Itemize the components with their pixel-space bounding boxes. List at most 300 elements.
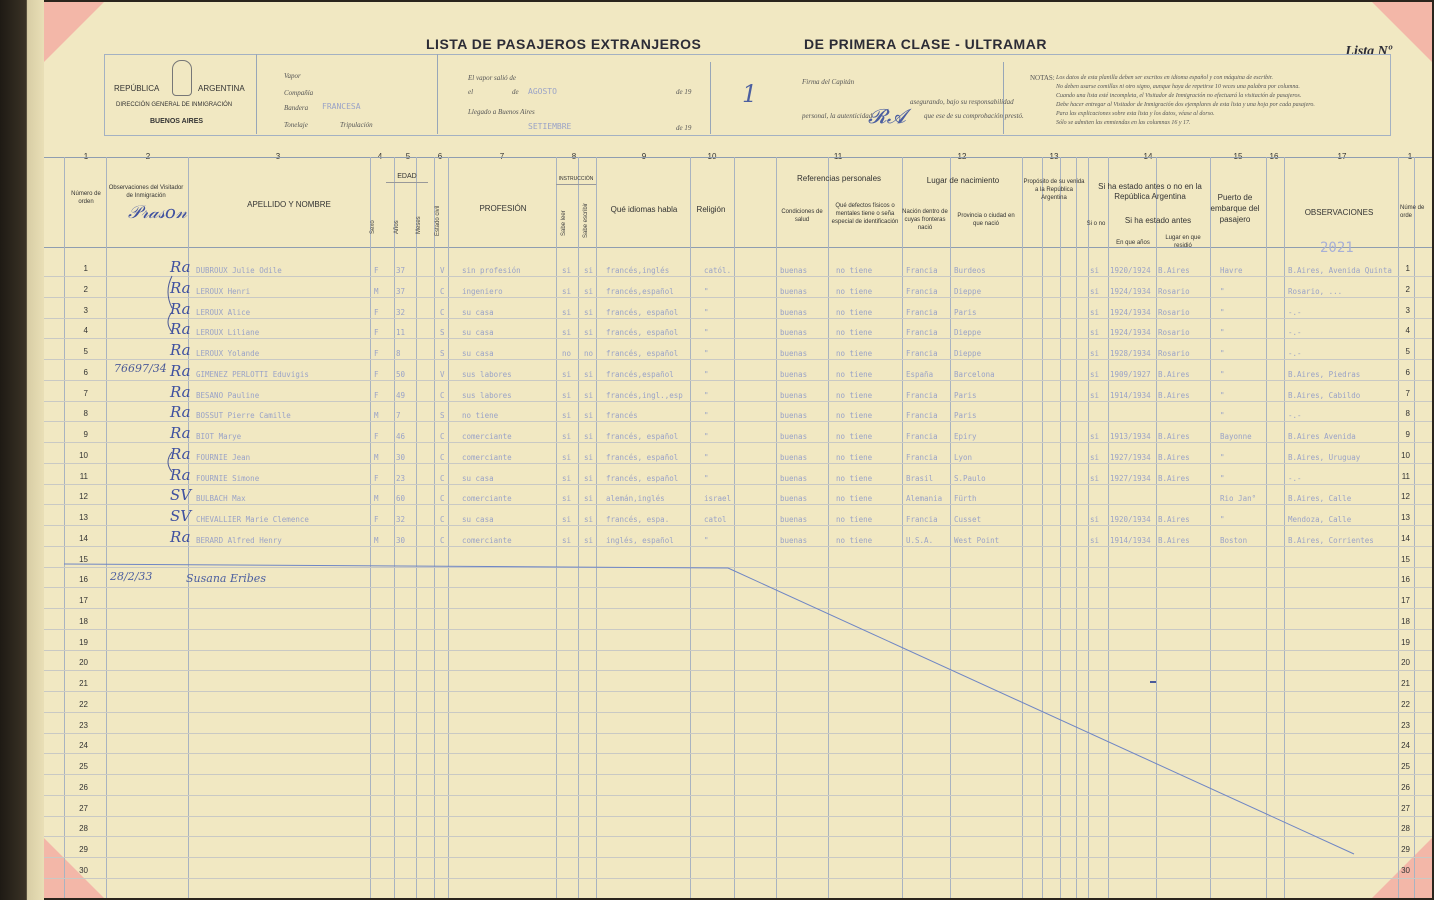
visitador-mark: Ra (170, 383, 191, 401)
passenger-health: buenas (780, 474, 808, 483)
passenger-sex: F (374, 328, 379, 337)
passenger-age: 49 (396, 391, 406, 400)
passenger-observations: Rosario, ... (1288, 287, 1343, 296)
passenger-religion: " (704, 349, 709, 358)
passenger-sex: F (374, 266, 379, 275)
passenger-profession: comerciante (462, 453, 512, 462)
passenger-profession: comerciante (462, 536, 512, 545)
passenger-languages: francés,español (606, 370, 674, 379)
passenger-residence: B.Aires (1158, 515, 1190, 524)
passenger-religion: " (704, 453, 709, 462)
passenger-reads: no (562, 349, 572, 358)
passenger-name: BIOT Marye (196, 432, 242, 441)
passenger-defects: no tiene (836, 453, 873, 462)
passenger-sex: F (374, 391, 379, 400)
passenger-profession: comerciante (462, 494, 512, 503)
passenger-age: 7 (396, 411, 401, 420)
header-apellido: APELLIDO Y NOMBRE (247, 200, 331, 209)
passenger-nation: España (906, 370, 934, 379)
passenger-sex: F (374, 432, 379, 441)
passenger-city: West Point (954, 536, 1000, 545)
header-sabe-leer: Sabe leer (561, 210, 567, 236)
passenger-reads: si (562, 328, 572, 337)
handwritten-signature: Susana Eribes (186, 572, 266, 585)
passenger-age: 32 (396, 515, 406, 524)
llegado-label: Llegado a Buenos Aires (468, 108, 535, 116)
passenger-age: 11 (396, 328, 406, 337)
header-idiomas: Qué idiomas habla (610, 205, 678, 214)
passenger-languages: francés, español (606, 349, 679, 358)
passenger-profession: su casa (462, 308, 494, 317)
header-profesion: PROFESIÓN (479, 204, 527, 213)
row-number-right: 23 (1401, 721, 1410, 730)
note-item: No deben usarse comillas ni otro signo, aunque haya de repetirse 10 veces una palabra por columna. (1056, 84, 1300, 90)
header-defectos: Qué defectos físicos o mentales tiene o seña especial de identificación (831, 203, 899, 225)
passenger-religion: " (704, 328, 709, 337)
row-number: 28 (79, 824, 88, 833)
passenger-health: buenas (780, 349, 808, 358)
row-number-right: 22 (1401, 700, 1410, 709)
passenger-writes: si (584, 370, 594, 379)
passenger-sex: F (374, 515, 379, 524)
passenger-reads: si (562, 515, 572, 524)
passenger-residence: B.Aires (1158, 453, 1190, 462)
passenger-religion: " (704, 308, 709, 317)
passenger-writes: si (584, 328, 594, 337)
bandera-value: FRANCESA (322, 102, 361, 111)
passenger-name: CHEVALLIER Marie Clemence (196, 515, 309, 524)
passenger-health: buenas (780, 515, 808, 524)
row-number-right: 16 (1401, 575, 1410, 584)
captain-line2: personal, la autenticidad (802, 112, 873, 120)
passenger-port: " (1220, 328, 1225, 337)
note-item: Los datos de esta planilla deben ser escritos en idioma español y con máquina de escribir. (1056, 75, 1273, 81)
passenger-profession: su casa (462, 349, 494, 358)
row-number: 16 (79, 575, 88, 584)
visitador-signature-icon: 𝒫𝓇𝒶𝓈𝑜𝓃 (128, 202, 187, 223)
passenger-years: 1920/1934 (1110, 515, 1151, 524)
passenger-religion: " (704, 474, 709, 483)
passenger-reads: si (562, 266, 572, 275)
passenger-writes: si (584, 287, 594, 296)
passenger-sex: M (374, 453, 379, 462)
el-label: el (468, 88, 474, 96)
passenger-observations: B.Aires, Cabildo (1288, 391, 1361, 400)
header-puerto: Puerto de embarque del pasajero (1210, 193, 1260, 224)
note-item: Para las explicaciones sobre esta lista y los datos, véase al dorso. (1056, 111, 1215, 117)
passenger-nation: Francia (906, 308, 938, 317)
passenger-defects: no tiene (836, 328, 873, 337)
visitador-mark: SV (170, 486, 192, 504)
row-number-right: 27 (1401, 804, 1410, 813)
passenger-previous: si (1090, 515, 1100, 524)
passenger-health: buenas (780, 308, 808, 317)
passenger-nation: Francia (906, 453, 938, 462)
visitador-mark: Ra (170, 466, 191, 484)
visitador-mark: Ra (170, 528, 191, 546)
passenger-reads: si (562, 287, 572, 296)
passenger-profession: no tiene (462, 411, 499, 420)
passenger-health: buenas (780, 370, 808, 379)
passenger-port: " (1220, 411, 1225, 420)
passenger-previous: si (1090, 391, 1100, 400)
passenger-defects: no tiene (836, 494, 873, 503)
passenger-years: 1924/1934 (1110, 287, 1151, 296)
passenger-residence: Rosario (1158, 328, 1190, 337)
de-label: de (512, 88, 519, 96)
passenger-languages: francés, espa. (606, 515, 670, 524)
row-number-right: 9 (1405, 430, 1410, 439)
departure-month: AGOSTO (528, 87, 557, 96)
page-title-left: LISTA DE PASAJEROS EXTRANJEROS (426, 36, 702, 52)
visitador-mark: Ra (170, 341, 191, 359)
passenger-nation: Francia (906, 328, 938, 337)
row-number-right: 26 (1401, 783, 1410, 792)
row-number: 29 (79, 845, 88, 854)
passenger-health: buenas (780, 432, 808, 441)
passenger-nation: Francia (906, 432, 938, 441)
row-number: 8 (83, 409, 88, 418)
passenger-sex: F (374, 474, 379, 483)
row-number-right: 11 (1401, 472, 1410, 481)
header-sexo: Sexo (370, 220, 376, 234)
passenger-port: Bayonne (1220, 432, 1252, 441)
passenger-reads: si (562, 411, 572, 420)
header-religion: Religión (696, 205, 726, 214)
row-number-right: 8 (1405, 409, 1410, 418)
passenger-nation: Francia (906, 515, 938, 524)
passenger-age: 8 (396, 349, 401, 358)
handwritten-date: 28/2/33 (110, 570, 153, 583)
passenger-defects: no tiene (836, 266, 873, 275)
passenger-years: 1924/1934 (1110, 308, 1151, 317)
header-provincia: Provincia o ciudad en que nació (957, 213, 1015, 227)
passenger-civil-status: S (440, 349, 445, 358)
passenger-previous: si (1090, 474, 1100, 483)
row-number-right: 5 (1405, 347, 1410, 356)
row-number: 15 (79, 555, 88, 564)
passenger-name: FOURNIE Jean (196, 453, 251, 462)
passenger-city: Burdeos (954, 266, 986, 275)
note-item: Cuando una lista esté incompleta, el Visitador de Inmigración no efectuará la visitación de pasajeros. (1056, 93, 1302, 99)
passenger-health: buenas (780, 536, 808, 545)
passenger-defects: no tiene (836, 287, 873, 296)
passenger-years: 1909/1927 (1110, 370, 1151, 379)
passenger-previous: si (1090, 308, 1100, 317)
row-number: 12 (79, 492, 88, 501)
note-item: Debe hacer entregar al Visitador de Inmigración dos ejemplares de esta lista y una hoja por cada pasajero. (1056, 102, 1315, 108)
passenger-nation: Brasil (906, 474, 934, 483)
row-number-right: 14 (1401, 534, 1410, 543)
visitador-mark: Ra (170, 424, 191, 442)
passenger-observations: B.Aires, Corrientes (1288, 536, 1374, 545)
page-title-right: DE PRIMERA CLASE - ULTRAMAR (804, 36, 1047, 52)
passenger-reads: si (562, 391, 572, 400)
row-number-right: 28 (1401, 824, 1410, 833)
passenger-age: 30 (396, 536, 406, 545)
passenger-observations: B.Aires, Avenida Quinta (1288, 266, 1392, 275)
passenger-reads: si (562, 453, 572, 462)
passenger-years: 1913/1934 (1110, 432, 1151, 441)
passenger-profession: su casa (462, 328, 494, 337)
passenger-defects: no tiene (836, 308, 873, 317)
row-number-right: 24 (1401, 741, 1410, 750)
passenger-port: " (1220, 515, 1225, 524)
passenger-previous: si (1090, 349, 1100, 358)
passenger-observations: B.Aires, Uruguay (1288, 453, 1361, 462)
passenger-writes: si (584, 391, 594, 400)
passenger-city: Dieppe (954, 287, 982, 296)
tonelaje-label: Tonelaje (284, 121, 308, 129)
passenger-nation: U.S.A. (906, 536, 934, 545)
visitador-mark: Ra (170, 258, 191, 276)
row-number: 11 (79, 472, 88, 481)
passenger-age: 23 (396, 474, 406, 483)
seal-buenos-aires: BUENOS AIRES (150, 118, 204, 125)
passenger-port: " (1220, 349, 1225, 358)
notas-label: NOTAS: (1030, 74, 1055, 82)
header-observaciones-visitador: Observaciones del Visitador de Inmigración (108, 185, 184, 199)
header-proposito: Propósito de su venida a la República Argentina (1023, 179, 1085, 201)
passenger-residence: Rosario (1158, 349, 1190, 358)
passenger-profession: comerciante (462, 432, 512, 441)
passenger-city: Epiry (954, 432, 977, 441)
passenger-years: 1914/1934 (1110, 391, 1151, 400)
passenger-port: " (1220, 453, 1225, 462)
row-number: 10 (79, 451, 88, 460)
visitador-mark: Ra (170, 320, 191, 338)
passenger-age: 60 (396, 494, 406, 503)
row-number-right: 25 (1401, 762, 1410, 771)
passenger-defects: no tiene (836, 536, 873, 545)
passenger-previous: si (1090, 453, 1100, 462)
passenger-observations: B.Aires Avenida (1288, 432, 1356, 441)
row-number-right: 29 (1401, 845, 1410, 854)
passenger-years: 1924/1934 (1110, 328, 1151, 337)
visitador-mark: Ra (170, 445, 191, 463)
captain-signature-icon: 𝓡𝓐 (868, 104, 906, 128)
passenger-years: 1927/1934 (1110, 453, 1151, 462)
row-number: 17 (79, 596, 88, 605)
passenger-nation: Francia (906, 266, 938, 275)
row-number: 2 (83, 285, 88, 294)
row-number: 1 (83, 264, 88, 273)
passenger-religion: israel (704, 494, 732, 503)
passenger-sex: M (374, 411, 379, 420)
passenger-name: GIMENEZ PERLOTTI Eduvigis (196, 370, 309, 379)
salio-label: El vapor salió de (468, 74, 517, 82)
row-number: 26 (79, 783, 88, 792)
passenger-reads: si (562, 308, 572, 317)
row-number-right: 10 (1401, 451, 1410, 460)
passenger-languages: francés, español (606, 328, 679, 337)
passenger-previous: si (1090, 370, 1100, 379)
passenger-port: " (1220, 391, 1225, 400)
visitador-mark: Ra (170, 403, 191, 421)
header-anos: Años (394, 220, 400, 234)
passenger-religion: catol (704, 515, 727, 524)
passenger-health: buenas (780, 391, 808, 400)
passenger-writes: si (584, 308, 594, 317)
passenger-health: buenas (780, 328, 808, 337)
header-lugar-nacimiento: Lugar de nacimiento (926, 176, 1000, 185)
passenger-name: LEROUX Alice (196, 308, 251, 317)
row-number-right: 12 (1401, 492, 1410, 501)
passenger-age: 32 (396, 308, 406, 317)
passenger-writes: si (584, 453, 594, 462)
row-number-right: 2 (1405, 285, 1410, 294)
passenger-defects: no tiene (836, 474, 873, 483)
passenger-languages: francés (606, 411, 638, 420)
passenger-years: 1927/1934 (1110, 474, 1151, 483)
passenger-residence: B.Aires (1158, 266, 1190, 275)
seal-republica: REPÚBLICA (114, 84, 160, 93)
row-number: 13 (79, 513, 88, 522)
seal-direccion: DIRECCIÓN GENERAL DE INMIGRACIÓN (116, 102, 233, 108)
bandera-label: Bandera (284, 104, 309, 112)
passenger-nation: Francia (906, 391, 938, 400)
row-number-right: 20 (1401, 658, 1410, 667)
header-numero-orden: Número de orden (71, 191, 101, 205)
passenger-previous: si (1090, 266, 1100, 275)
passenger-profession: sin profesión (462, 266, 521, 275)
passenger-profession: sus labores (462, 370, 512, 379)
passenger-age: 50 (396, 370, 406, 379)
passenger-name: LEROUX Liliane (196, 328, 260, 337)
passenger-languages: francés,ingl.,esp (606, 391, 683, 400)
passenger-residence: B.Aires (1158, 432, 1190, 441)
passenger-years: 1914/1934 (1110, 536, 1151, 545)
year-prefix-2: de 19 (676, 124, 692, 132)
passenger-reads: si (562, 494, 572, 503)
passenger-civil-status: V (440, 266, 445, 275)
visitador-mark: SV (170, 507, 192, 525)
margin-number: 76697/34 (114, 362, 167, 375)
passenger-observations: -.- (1288, 308, 1302, 317)
passenger-defects: no tiene (836, 370, 873, 379)
passenger-religion: " (704, 432, 709, 441)
passenger-languages: francés, español (606, 474, 679, 483)
passenger-observations: B.Aires, Calle (1288, 494, 1352, 503)
row-number: 14 (79, 534, 88, 543)
passenger-list-page (44, 2, 1432, 898)
passenger-sex: M (374, 287, 379, 296)
passenger-port: Havre (1220, 266, 1243, 275)
passenger-civil-status: C (440, 536, 445, 545)
passenger-sex: F (374, 308, 379, 317)
passenger-sex: M (374, 536, 379, 545)
passenger-city: Paris (954, 308, 977, 317)
captain-line1: asegurando, bajo su responsabilidad (910, 98, 1014, 106)
row-number: 22 (79, 700, 88, 709)
row-number: 3 (83, 306, 88, 315)
passenger-name: DUBROUX Julie Odile (196, 266, 282, 275)
vapor-label: Vapor (284, 72, 301, 80)
passenger-civil-status: C (440, 494, 445, 503)
passenger-name: BOSSUT Pierre Camille (196, 411, 291, 420)
header-lugar-resido: Lugar en que residió (1165, 235, 1201, 249)
passenger-residence: B.Aires (1158, 474, 1190, 483)
passenger-reads: si (562, 536, 572, 545)
passenger-civil-status: V (440, 370, 445, 379)
passenger-languages: francés,español (606, 287, 674, 296)
header-edad: EDAD (386, 172, 428, 183)
passenger-religion: " (704, 287, 709, 296)
passenger-religion: " (704, 411, 709, 420)
passenger-city: Dieppe (954, 328, 982, 337)
passenger-city: Fürth (954, 494, 977, 503)
passenger-observations: -.- (1288, 411, 1302, 420)
passenger-previous: si (1090, 328, 1100, 337)
passenger-writes: si (584, 432, 594, 441)
passenger-defects: no tiene (836, 411, 873, 420)
row-number: 20 (79, 658, 88, 667)
passenger-name: LEROUX Henri (196, 287, 251, 296)
book-binding (0, 0, 44, 900)
passenger-port: " (1220, 287, 1225, 296)
row-number-right: 1 (1405, 264, 1410, 273)
note-item: Sólo se admiten las enmiendas en las columnas 16 y 17. (1056, 120, 1191, 126)
passenger-civil-status: C (440, 432, 445, 441)
passenger-profession: su casa (462, 515, 494, 524)
row-number-right: 6 (1405, 368, 1410, 377)
row-number: 25 (79, 762, 88, 771)
passenger-civil-status: C (440, 308, 445, 317)
row-number-right: 13 (1401, 513, 1410, 522)
passenger-writes: si (584, 411, 594, 420)
passenger-nation: Alemania (906, 494, 943, 503)
passenger-defects: no tiene (836, 432, 873, 441)
passenger-reads: si (562, 432, 572, 441)
passenger-profession: su casa (462, 474, 494, 483)
passenger-health: buenas (780, 411, 808, 420)
passenger-profession: ingeniero (462, 287, 503, 296)
header-meses: Meses (416, 216, 422, 234)
row-number-right: 30 (1401, 866, 1410, 875)
passenger-writes: si (584, 515, 594, 524)
passenger-defects: no tiene (836, 391, 873, 400)
passenger-religion: " (704, 370, 709, 379)
row-number: 23 (79, 721, 88, 730)
passenger-nation: Francia (906, 287, 938, 296)
passenger-nation: Francia (906, 349, 938, 358)
row-number: 6 (83, 368, 88, 377)
stamp-number: 2021 (1320, 240, 1354, 256)
passenger-city: Lyon (954, 453, 973, 462)
row-number: 18 (79, 617, 88, 626)
row-number-right: 4 (1405, 326, 1410, 335)
passenger-civil-status: C (440, 287, 445, 296)
header-condiciones: Condiciones de salud (781, 209, 823, 223)
passenger-health: buenas (780, 453, 808, 462)
header-numero-orden-right: Núme de orde (1400, 205, 1425, 219)
seal-argentina: ARGENTINA (198, 84, 245, 93)
passenger-civil-status: C (440, 474, 445, 483)
row-number: 5 (83, 347, 88, 356)
row-number: 21 (79, 679, 88, 688)
passenger-city: Cusset (954, 515, 982, 524)
row-number-right: 18 (1401, 617, 1410, 626)
passenger-name: BERARD Alfred Henry (196, 536, 282, 545)
header-ha-estado: Si ha estado antes (1124, 216, 1192, 225)
passenger-age: 30 (396, 453, 406, 462)
row-number-right: 3 (1405, 306, 1410, 315)
captain-line3: que ese de su comprobación prestó. (924, 112, 1024, 120)
passenger-writes: si (584, 474, 594, 483)
passenger-languages: alemán,inglés (606, 494, 665, 503)
passenger-city: S.Paulo (954, 474, 986, 483)
passenger-defects: no tiene (836, 349, 873, 358)
